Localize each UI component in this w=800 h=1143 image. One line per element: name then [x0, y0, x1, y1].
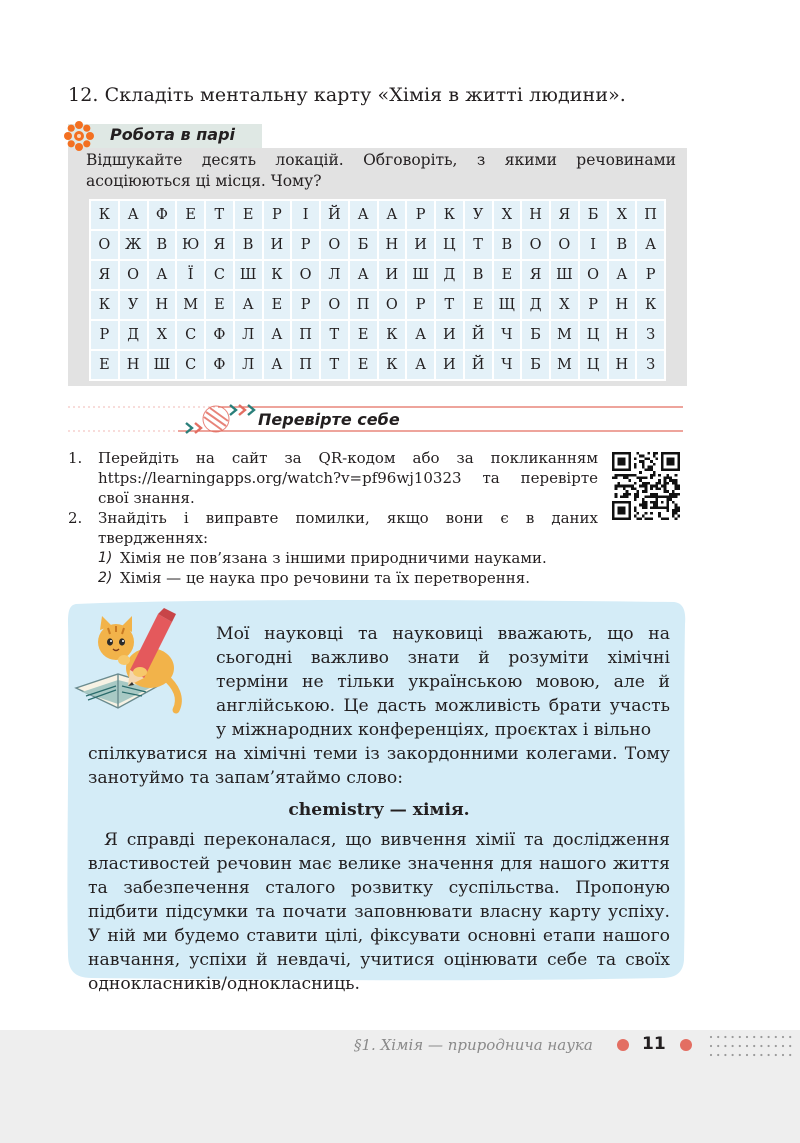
pair-work-instruction: Відшукайте десять локацій. Обговоріть, з якими речовинами асоціюються ці місця. Чому?	[86, 151, 676, 190]
grid-cell: А	[407, 321, 434, 349]
grid-cell: К	[436, 201, 463, 229]
grid-cell: Ф	[149, 201, 176, 229]
grid-cell: Е	[494, 261, 521, 289]
grid-cell: А	[120, 201, 147, 229]
grid-cell: Й	[465, 321, 492, 349]
grid-cell: А	[235, 291, 262, 319]
grid-cell: И	[436, 351, 463, 379]
grid-cell: Ф	[206, 351, 233, 379]
grid-cell: С	[177, 321, 204, 349]
grid-cell: М	[551, 321, 578, 349]
grid-cell: О	[379, 291, 406, 319]
grid-cell: К	[379, 321, 406, 349]
check-subitem-2	[68, 568, 598, 588]
grid-cell: І	[292, 201, 319, 229]
grid-cell: Е	[350, 351, 377, 379]
page-number: 11	[642, 1034, 666, 1054]
grid-cell: Е	[264, 291, 291, 319]
grid-cell: К	[637, 291, 664, 319]
grid-cell: С	[206, 261, 233, 289]
footer-dot-left-icon	[617, 1039, 629, 1051]
grid-cell: Е	[91, 351, 118, 379]
grid-cell: А	[407, 351, 434, 379]
check-item-1	[68, 448, 598, 508]
grid-cell: Е	[177, 201, 204, 229]
task-12-text: 12. Складіть ментальну карту «Хімія в житті людини».	[68, 84, 626, 106]
grid-cell: Й	[465, 351, 492, 379]
grid-cell: Е	[206, 291, 233, 319]
grid-cell: О	[580, 261, 607, 289]
check-subitem-2-number: 2)	[98, 570, 113, 586]
grid-cell: Ц	[580, 321, 607, 349]
grid-cell: Ч	[494, 321, 521, 349]
grid-cell: Н	[609, 321, 636, 349]
mascot-box-text	[88, 622, 670, 996]
grid-cell: Ц	[436, 231, 463, 259]
grid-cell: О	[91, 231, 118, 259]
grid-cell: Ю	[177, 231, 204, 259]
grid-cell: Н	[379, 231, 406, 259]
footer-section-title: §1. Хімія — природнича наука	[354, 1036, 593, 1054]
grid-cell: Х	[494, 201, 521, 229]
grid-cell: В	[235, 231, 262, 259]
grid-cell: О	[292, 261, 319, 289]
grid-cell: Ш	[149, 351, 176, 379]
grid-cell: М	[551, 351, 578, 379]
grid-cell: Ш	[407, 261, 434, 289]
grid-cell: И	[407, 231, 434, 259]
grid-cell: Ц	[580, 351, 607, 379]
grid-cell: Р	[91, 321, 118, 349]
word-search-grid	[89, 199, 666, 381]
footer-dot-pattern	[708, 1034, 794, 1060]
grid-cell: Ш	[235, 261, 262, 289]
grid-cell: Ч	[494, 351, 521, 379]
grid-cell: З	[637, 351, 664, 379]
grid-cell: Б	[522, 351, 549, 379]
grid-cell: Я	[522, 261, 549, 289]
check-subitem-2-text: Хімія — це наука про речовини та їх перетворення.	[120, 569, 530, 587]
grid-cell: А	[637, 231, 664, 259]
grid-cell: У	[465, 201, 492, 229]
check-subitem-1-number: 1)	[98, 550, 113, 566]
grid-cell: А	[350, 201, 377, 229]
pair-work-flower-icon	[62, 119, 96, 153]
grid-cell: П	[292, 321, 319, 349]
grid-cell: Ж	[120, 231, 147, 259]
mascot-paragraph-2: Я справді переконалася, що вивчення хімії та дослідження властивостей речовин має велике значення для нашого життя та забезпечення сталого розвитку суспільства. Пропоную підбити підсумки та почати заповнювати власну карту успіху. У ній ми будемо ставити цілі, фіксувати основні етапи нашого навчання, успіхи й невдачі, учитися оцінювати себе та своїх однокласників/однокласниць.	[88, 830, 670, 994]
grid-cell: П	[292, 351, 319, 379]
grid-cell: С	[177, 351, 204, 379]
grid-cell: Н	[120, 351, 147, 379]
grid-cell: О	[120, 261, 147, 289]
grid-cell: Е	[465, 291, 492, 319]
grid-cell: У	[120, 291, 147, 319]
grid-cell: Х	[149, 321, 176, 349]
grid-cell: А	[379, 201, 406, 229]
grid-cell: Л	[235, 321, 262, 349]
grid-cell: Р	[407, 291, 434, 319]
grid-cell: Р	[292, 291, 319, 319]
check-item-2-text: Знайдіть і виправте помилки, якщо вони є в даних твердженнях:	[98, 509, 598, 547]
mascot-paragraph-1-part-a: Мої науковці та науковиці вважають, що на сьогодні важливо знати й розуміти хімічні терміни не тільки українською мовою, але й англійською. Це дасть можливість брати участь у міжнародних конференціях, проєктах і вільно	[216, 624, 670, 740]
check-item-2	[68, 508, 598, 548]
grid-cell: В	[465, 261, 492, 289]
grid-cell: О	[321, 231, 348, 259]
grid-cell: Н	[609, 291, 636, 319]
grid-cell: Н	[609, 351, 636, 379]
grid-cell: Щ	[494, 291, 521, 319]
grid-cell: Д	[522, 291, 549, 319]
grid-cell: Р	[264, 201, 291, 229]
grid-cell: Е	[235, 201, 262, 229]
grid-cell: Л	[321, 261, 348, 289]
grid-cell: Т	[436, 291, 463, 319]
grid-cell: З	[637, 321, 664, 349]
grid-cell: Я	[551, 201, 578, 229]
grid-cell: Х	[609, 201, 636, 229]
grid-cell: К	[379, 351, 406, 379]
mascot-term-line: chemistry — хімія.	[288, 800, 470, 820]
grid-cell: Е	[350, 321, 377, 349]
grid-cell: А	[609, 261, 636, 289]
grid-cell: Ї	[177, 261, 204, 289]
grid-cell: К	[264, 261, 291, 289]
mascot-paragraph-1-part-b: спілкуватися на хімічні теми із закордонними колегами. Тому занотуймо та запам’ятаймо слово:	[88, 744, 670, 788]
grid-cell: Р	[407, 201, 434, 229]
grid-cell: И	[436, 321, 463, 349]
grid-cell: И	[379, 261, 406, 289]
pair-work-title: Робота в парі	[110, 125, 236, 144]
grid-cell: Д	[120, 321, 147, 349]
grid-cell: И	[264, 231, 291, 259]
grid-cell: А	[350, 261, 377, 289]
grid-cell: Т	[465, 231, 492, 259]
grid-cell: Й	[321, 201, 348, 229]
grid-cell: Д	[436, 261, 463, 289]
grid-cell: Я	[91, 261, 118, 289]
grid-cell: К	[91, 291, 118, 319]
grid-cell: Р	[292, 231, 319, 259]
grid-cell: А	[264, 351, 291, 379]
qr-code-icon[interactable]	[612, 452, 680, 520]
footer-dot-right-icon	[680, 1039, 692, 1051]
grid-cell: Б	[522, 321, 549, 349]
grid-cell: В	[609, 231, 636, 259]
grid-cell: Т	[206, 201, 233, 229]
grid-cell: Т	[321, 321, 348, 349]
grid-cell: Б	[350, 231, 377, 259]
grid-cell: А	[264, 321, 291, 349]
grid-cell: К	[91, 201, 118, 229]
grid-cell: П	[637, 201, 664, 229]
check-yourself-list	[68, 448, 598, 588]
grid-cell: О	[551, 231, 578, 259]
check-item-2-number: 2.	[68, 509, 83, 527]
grid-cell: Л	[235, 351, 262, 379]
grid-cell: Ш	[551, 261, 578, 289]
grid-cell: В	[149, 231, 176, 259]
grid-cell: П	[350, 291, 377, 319]
grid-cell: Я	[206, 231, 233, 259]
grid-cell: Т	[321, 351, 348, 379]
grid-cell: І	[580, 231, 607, 259]
grid-cell: О	[522, 231, 549, 259]
grid-cell: Б	[580, 201, 607, 229]
check-subitem-1	[68, 548, 598, 568]
grid-cell: М	[177, 291, 204, 319]
grid-cell: Р	[637, 261, 664, 289]
grid-cell: Ф	[206, 321, 233, 349]
check-yourself-title: Перевірте себе	[258, 410, 400, 429]
check-item-1-text: Перейдіть на сайт за QR-кодом або за покликанням https://learningapps.org/watch?v=pf96wj10323 та перевірте свої знання.	[98, 449, 598, 507]
grid-cell: Р	[580, 291, 607, 319]
grid-cell: Х	[551, 291, 578, 319]
check-item-1-number: 1.	[68, 449, 83, 467]
check-subitem-1-text: Хімія не пов’язана з іншими природничими науками.	[120, 549, 547, 567]
grid-cell: А	[149, 261, 176, 289]
grid-cell: Н	[522, 201, 549, 229]
grid-cell: О	[321, 291, 348, 319]
grid-cell: Н	[149, 291, 176, 319]
grid-cell: В	[494, 231, 521, 259]
